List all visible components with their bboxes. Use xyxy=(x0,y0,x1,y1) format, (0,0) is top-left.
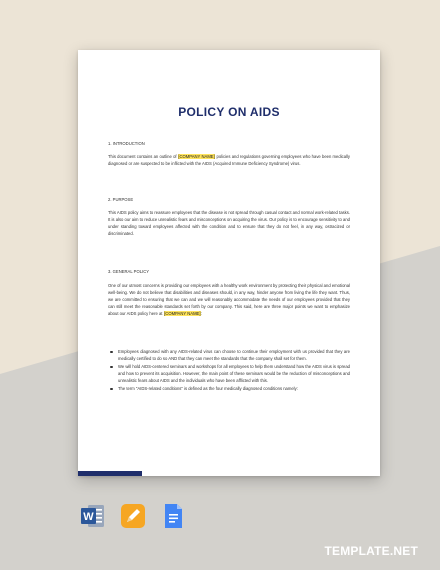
paragraph-text: This AIDS policy aims to reassure employees that the disease is not spread through casual contact and normal work-related tasks. It is also our aim to reduce unrealistic fears and misconceptions on acquiring the virus. Our policy is to encourage sensitivity to and under standing toward employees affected with the condition and to ensure that they do not feel, in any way, ostracized or discriminated. xyxy=(108,210,350,236)
word-icon[interactable] xyxy=(80,503,106,529)
paragraph-text: One of our utmost concerns is providing our employees with a healthy work environment by protecting their physical and emotional well-being. We do not believe that disabilities and diseases should, in any way, hinder anyone from living the life they want. Thus, we are committed to ensuring that we can and we will reasonably accommodate the needs of our employees provided that they can still meet the reasonable standards set forth by our company. This said, here are three major points we want to emphasize about our AIDS policy here at xyxy=(108,283,350,316)
policy-bullet: Employees diagnosed with any AIDS-related virus can choose to continue their employment with us provided that they are medically certified to do so AND that they can meet the standards that the company shall set for them. xyxy=(108,348,350,362)
paragraph-text: This document contains an outline of xyxy=(108,154,178,159)
paragraph-text: policies and regulations governing employees who have been medically diagnosed or are suspected to be inflicted with the AIDS (Acquired Immune Deficiency Syndrome) virus. xyxy=(108,154,350,166)
pages-icon[interactable] xyxy=(120,503,146,529)
company-name-placeholder: [COMPANY NAME] xyxy=(178,154,215,159)
section-paragraph-introduction xyxy=(108,153,350,167)
policy-bullet: We will hold AIDS-centered seminars and workshops for all employees to help them understand how the AIDS virus is spread and how to prevent its acquisition. However, the main point of these seminars would be the reduction of misconceptions and unrealistic fears about AIDS and the individuals who have been afflicted with this. xyxy=(108,363,350,384)
policy-bullet-list xyxy=(108,348,350,393)
brand-watermark: TEMPLATE.NET xyxy=(324,544,418,558)
section-heading-purpose: 2. PURPOSE xyxy=(108,197,134,202)
policy-bullet: The term "AIDS-related conditions" is defined as the four medically diagnosed conditions namely: xyxy=(108,385,350,392)
section-heading-introduction: 1. INTRODUCTION xyxy=(108,141,145,146)
paragraph-text: : xyxy=(201,311,203,316)
document-title: POLICY ON AIDS xyxy=(178,105,280,119)
section-paragraph-purpose xyxy=(108,209,350,237)
footer-accent-bar xyxy=(78,471,142,476)
company-name-placeholder: [COMPANY NAME] xyxy=(164,311,201,316)
section-heading-general-policy: 3. GENERAL POLICY xyxy=(108,269,150,274)
section-paragraph-general-policy xyxy=(108,282,350,317)
word-icon-letter: W xyxy=(83,511,94,523)
google-docs-icon[interactable] xyxy=(160,503,186,529)
document-preview xyxy=(78,50,380,476)
